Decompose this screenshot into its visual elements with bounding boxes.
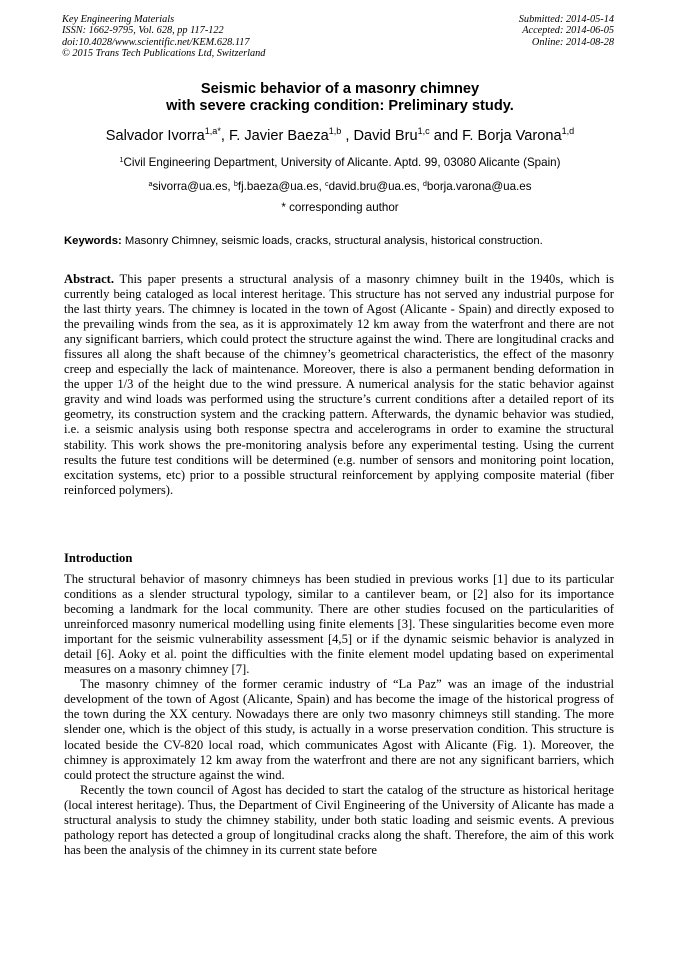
title-line-2: with severe cracking condition: Preliminary study. bbox=[166, 98, 514, 114]
accepted-date: Accepted: 2014-06-05 bbox=[522, 25, 614, 37]
email-mark: a bbox=[148, 178, 153, 188]
email-separator: , bbox=[416, 180, 423, 193]
author-separator: , bbox=[345, 128, 354, 144]
author-list bbox=[20, 128, 660, 144]
keywords-text: Masonry Chimney, seismic loads, cracks, structural analysis, historical construction. bbox=[124, 235, 543, 247]
journal-doi: doi:10.4028/www.scientific.net/KEM.628.117 bbox=[62, 36, 250, 48]
paragraph: Recently the town council of Agost has decided to start the catalog of the structure as historical heritage (local interest heritage). Thus, the Department of Civil Engineering of the University of Alicante has made a structural analysis to study the chimney stability, under both static loading and seismic events. A previous pathology report has detected a group of longitudinal cracks along the shaft. Therefore, the aim of this work has been the analysis of the chimney in its current state before bbox=[64, 782, 614, 857]
affiliation-mark: 1 bbox=[119, 154, 124, 164]
paragraph: The structural behavior of masonry chimneys has been studied in previous works [1] due to its particular conditions as a slender structural typology, similar to a cantilever beam, or [2] also for its importance becoming a landmark for the local community. There are other studies focused on the particularities of unreinforced masonry numerical modelling using finite elements [3]. These singularities become even more important for the seismic vulnerability assessment [4,5] or if the dynamic seismic behavior is analyzed in detail [6]. Aoky et al. point the difficulties with the finite element model updating based on experimental measures on a masonry chimney [7]. bbox=[64, 572, 614, 677]
author-name: F. Borja Varona bbox=[462, 128, 562, 144]
affiliation-text: Civil Engineering Department, University of Alicante. Aptd. 99, 03080 Alicante (Spain) bbox=[123, 156, 561, 169]
paper-title bbox=[40, 81, 640, 115]
keywords-label: Keywords: bbox=[64, 235, 122, 247]
keywords bbox=[64, 235, 624, 247]
author-affiliation-mark: 1,b bbox=[328, 126, 342, 137]
email-separator: , bbox=[227, 180, 234, 193]
abstract bbox=[64, 272, 614, 498]
author-name: David Bru bbox=[353, 128, 418, 144]
author-emails bbox=[20, 180, 660, 193]
journal-copyright: © 2015 Trans Tech Publications Ltd, Switzerland bbox=[62, 47, 266, 59]
paragraph: The masonry chimney of the former ceramic industry of “La Paz” was an image of the industrial development of the town of Agost (Alicante, Spain) and has become the image of the historical progress of the town during the XX century. Nowadays there are only two masonry chimneys still standing. The more slender one, which is the object of this study, is actually in a worse preservation condition. This structure is located beside the CV-820 local road, which communicates Agost with Alicante (Fig. 1). Moreover, the chimney is approximately 12 km away from the waterfront and there are not any significant barriers, which could protect the structure against the wind. bbox=[64, 677, 614, 782]
email-separator: , bbox=[318, 180, 326, 193]
publication-dates bbox=[519, 14, 614, 48]
corresponding-author-note: * corresponding author bbox=[281, 201, 399, 214]
online-date: Online: 2014-08-28 bbox=[531, 36, 614, 48]
email-link: borja.varona@ua.es bbox=[426, 180, 532, 193]
journal-issn: ISSN: 1662-9795, Vol. 628, pp 117-122 bbox=[62, 25, 224, 37]
journal-name: Key Engineering Materials bbox=[62, 14, 175, 25]
introduction-body bbox=[64, 572, 614, 858]
author-separator: , bbox=[220, 128, 229, 144]
email-link: david.bru@ua.es bbox=[328, 180, 417, 193]
email-mark: d bbox=[422, 178, 427, 188]
email-link: sivorra@ua.es bbox=[152, 180, 228, 193]
title-line-1: Seismic behavior of a masonry chimney bbox=[200, 81, 480, 97]
journal-info bbox=[62, 14, 265, 59]
author-affiliation-mark: 1,c bbox=[417, 126, 430, 137]
email-link: fj.baeza@ua.es bbox=[237, 180, 319, 193]
email-mark: b bbox=[233, 178, 238, 188]
section-heading-introduction: Introduction bbox=[64, 551, 133, 565]
author-affiliation-mark: 1,d bbox=[561, 126, 575, 137]
author-affiliation-mark: 1,a* bbox=[204, 126, 221, 137]
author-conjunction: and bbox=[429, 128, 463, 144]
author-name: Salvador Ivorra bbox=[105, 128, 205, 144]
email-mark: c bbox=[325, 178, 329, 188]
submitted-date: Submitted: 2014-05-14 bbox=[518, 14, 614, 25]
affiliation bbox=[20, 156, 660, 169]
abstract-label: Abstract. bbox=[64, 272, 115, 286]
abstract-text: This paper presents a structural analysis of a masonry chimney built in the 1940s, which is currently being cataloged as local interest heritage. This structure has not served any industrial purpose for the last thirty years. The chimney is located in the town of Agost (Alicante - Spain) and directly exposed to the prevailing winds from the sea, as it is approximately 12 km away from the waterfront and there are not any significant barriers, which could protect the structure against the wind. There are longitudinal cracks and fissures all along the shaft because of the chimney’s geometrical characteristics, the effect of the masonry creep and especially the lack of maintenance. Moreover, there is also a permanent bending deformation in the upper 1/3 of the height due to the wind pressure. A numerical analysis for the static behavior against gravity and wind loads was performed using the structure’s current conditions after a detailed report of its geometry, its construction system and the cracking pattern. Afterwards, the dynamic behavior was studied, i.e. a seismic analysis using both response spectra and accelerograms in order to examine the structural stability. This work shows the pre-monitoring analysis before any experimental testing. Using the current results the future test conditions will be determined (e.g. number of sensors and monitoring point location, excitation systems, etc) prior to a possible structural reinforcement by applying composite material (fiber reinforced polymers). bbox=[64, 272, 614, 497]
author-name: F. Javier Baeza bbox=[228, 128, 329, 144]
